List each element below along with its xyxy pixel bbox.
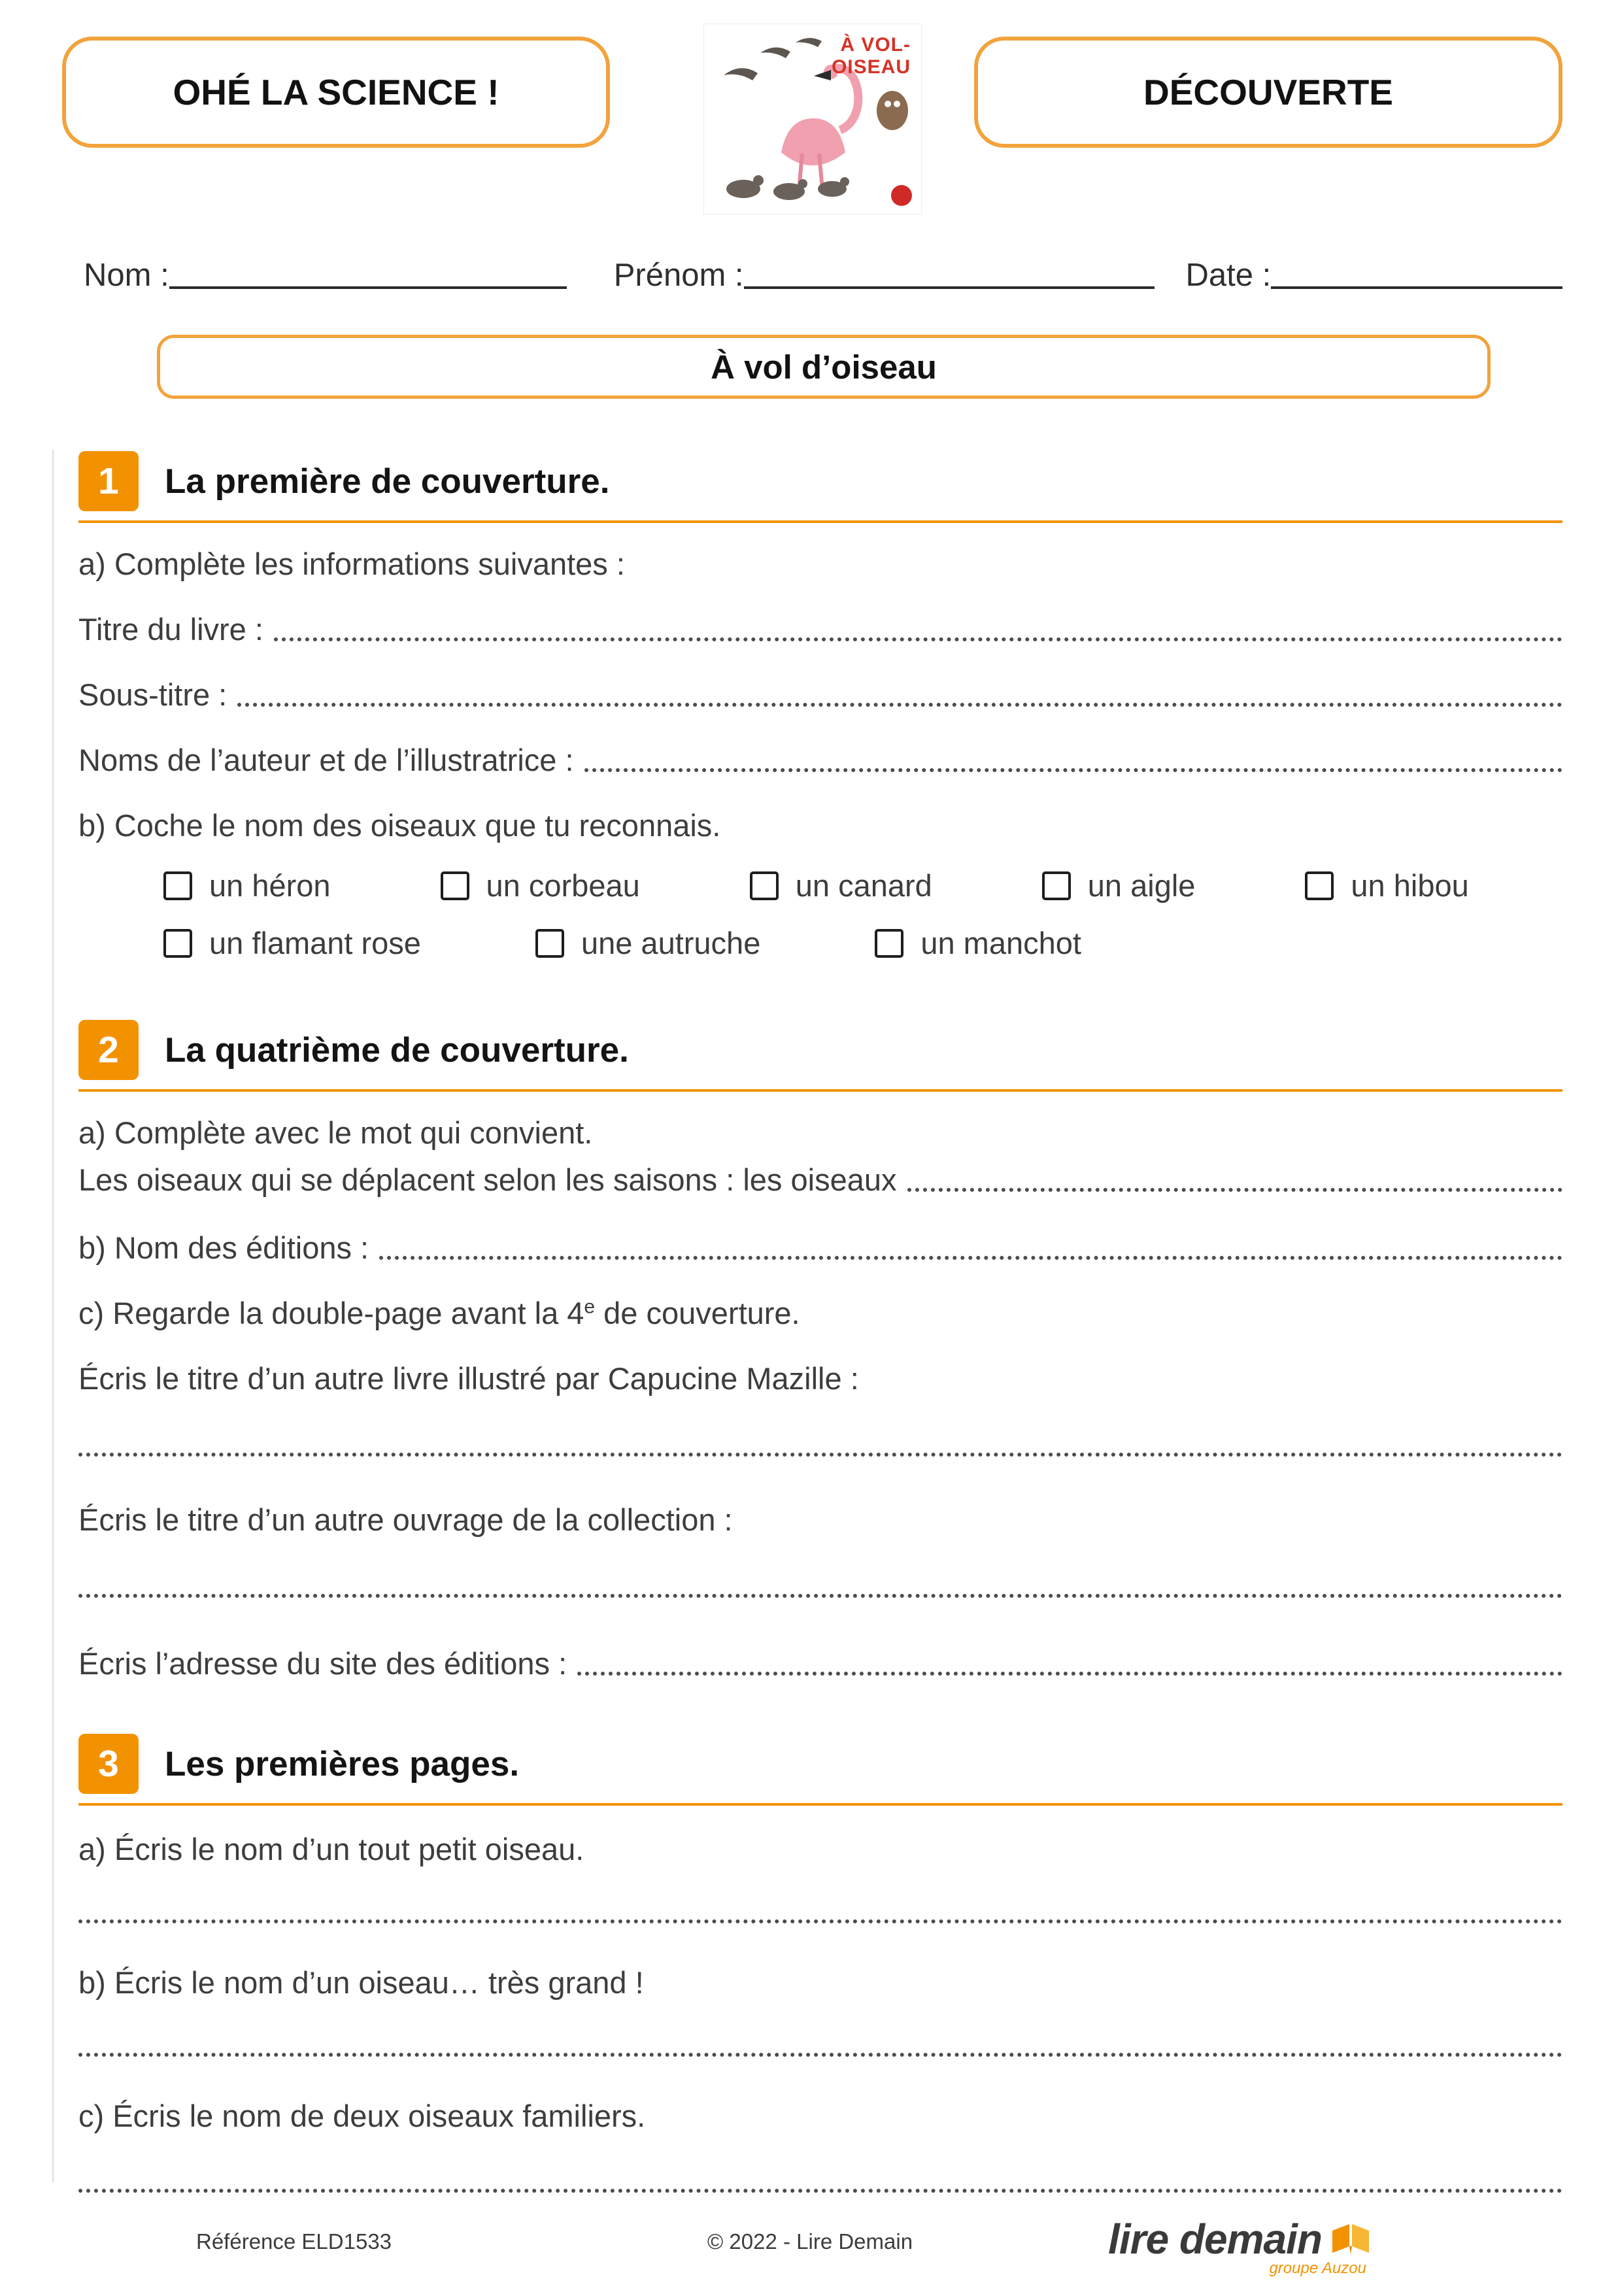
s2-sentence-line <box>78 1162 1562 1198</box>
worksheet-title-bar <box>157 335 1491 399</box>
s1-titre-label: Titre du livre : <box>78 612 263 647</box>
geese-icons <box>724 38 822 80</box>
section-3-title: Les premières pages. <box>165 1744 520 1783</box>
open-book-icon <box>1330 2220 1372 2258</box>
left-margin-rule <box>52 450 54 2182</box>
checkbox-label: un corbeau <box>486 868 640 903</box>
publisher-logo-dot <box>891 185 912 206</box>
checkbox[interactable] <box>1042 871 1071 900</box>
checkbox-option-corbeau <box>441 868 640 903</box>
answer-line <box>907 1188 1563 1192</box>
checkbox[interactable] <box>441 871 469 900</box>
publisher-logo <box>1108 2215 1372 2278</box>
checkbox[interactable] <box>163 871 192 900</box>
s3-question-a: a) Écris le nom d’un tout petit oiseau. <box>78 1832 584 1866</box>
section-2 <box>78 1020 1562 1681</box>
level-badge <box>974 37 1562 148</box>
checkbox[interactable] <box>163 929 192 958</box>
page-footer <box>0 2215 1620 2287</box>
checkbox-option-canard <box>750 868 932 903</box>
s2-c-suffix: de couverture. <box>595 1296 800 1330</box>
publisher-logo-row <box>1108 2215 1372 2263</box>
s2-instruction-a: a) Complète avec le mot qui convient. <box>78 1115 593 1150</box>
s3-question-b: b) Écris le nom d’un oiseau… très grand ! <box>78 1965 644 2000</box>
cover-title-line2: OISEAU <box>831 56 911 78</box>
s2-c-prefix: c) Regarde la double-page avant la 4 <box>78 1296 584 1330</box>
checkbox-label: un manchot <box>920 926 1081 960</box>
section-1 <box>78 451 1562 961</box>
section-3-rule <box>78 1803 1562 1806</box>
section-1-rule <box>78 520 1562 523</box>
checkbox-label: un canard <box>795 868 932 903</box>
s2-question-1: Écris le titre d’un autre livre illustré par Capucine Mazille : <box>78 1361 859 1396</box>
answer-line <box>78 1594 1562 1598</box>
answer-line <box>577 1672 1562 1676</box>
checkbox-option-flamant <box>163 926 421 961</box>
date-label: Date : <box>1185 258 1272 293</box>
level-badge-label: DÉCOUVERTE <box>1143 72 1393 112</box>
checkbox-label: un aigle <box>1087 868 1196 903</box>
checkbox-option-autruche <box>535 926 760 961</box>
s2-sentence: Les oiseaux qui se déplacent selon les saisons : les oiseaux <box>78 1162 897 1197</box>
section-1-header <box>78 451 1562 511</box>
answer-line <box>274 637 1562 641</box>
checkbox-option-hibou <box>1305 868 1468 903</box>
worksheet-content <box>78 451 1562 2193</box>
section-3-header <box>78 1734 1562 1794</box>
checkbox[interactable] <box>875 929 903 958</box>
checkbox-row-1 <box>163 868 1562 903</box>
s1-instruction-a: a) Complète les informations suivantes : <box>78 547 625 581</box>
section-3 <box>78 1734 1562 2193</box>
checkbox[interactable] <box>535 929 564 958</box>
answer-line <box>78 2053 1562 2057</box>
s1-noms-label: Noms de l’auteur et de l’illustratrice : <box>78 743 574 777</box>
copyright-text: © 2022 - Lire Demain <box>707 2229 913 2254</box>
s2-line-editions <box>78 1230 1562 1266</box>
flamingo-icon <box>781 65 858 190</box>
section-2-rule <box>78 1089 1562 1092</box>
checkbox-label: un flamant rose <box>209 926 421 960</box>
date-blank-line <box>1271 282 1562 289</box>
s2-site-label: Écris l’adresse du site des éditions : <box>78 1646 567 1681</box>
section-2-number: 2 <box>78 1020 139 1080</box>
checkbox-label: une autruche <box>581 926 761 960</box>
answer-line <box>78 2189 1562 2193</box>
series-badge <box>62 37 610 148</box>
checkbox-option-heron <box>163 868 331 903</box>
answer-line <box>78 1919 1562 1923</box>
s2-editions-label: b) Nom des éditions : <box>78 1230 369 1265</box>
checkbox-row-2 <box>163 926 1562 961</box>
superscript-e: e <box>584 1296 596 1318</box>
s3-question-c: c) Écris le nom de deux oiseaux familiers. <box>78 2099 646 2133</box>
s1-line-sous-titre <box>78 677 1562 713</box>
owl-icon <box>877 91 908 130</box>
answer-line <box>78 1453 1562 1457</box>
checkbox[interactable] <box>1305 871 1334 900</box>
s2-instruction-c <box>78 1296 1562 1331</box>
checkbox-label: un hibou <box>1351 868 1469 903</box>
s2-line-site <box>78 1646 1562 1681</box>
answer-line <box>379 1256 1562 1260</box>
series-badge-label: OHÉ LA SCIENCE ! <box>173 72 499 112</box>
checkbox-label: un héron <box>209 868 331 903</box>
name-blank-line <box>169 282 567 289</box>
reference-code: Référence ELD1533 <box>196 2229 392 2254</box>
worksheet-title: À vol d’oiseau <box>711 348 937 386</box>
section-1-title: La première de couverture. <box>165 462 610 501</box>
name-label: Nom : <box>84 258 169 293</box>
identity-row <box>84 256 1562 294</box>
cover-title-line1: À VOL- <box>840 34 911 56</box>
s1-line-noms <box>78 743 1562 778</box>
s1-instruction-b: b) Coche le nom des oiseaux que tu reconnais. <box>78 808 721 843</box>
publisher-group-text: groupe Auzou <box>1269 2259 1366 2277</box>
section-3-number: 3 <box>78 1734 139 1794</box>
checkbox-option-aigle <box>1042 868 1196 903</box>
firstname-label: Prénom : <box>613 258 744 293</box>
section-1-number: 1 <box>78 451 139 511</box>
publisher-logo-text: lire demain <box>1108 2216 1322 2263</box>
book-cover <box>703 24 922 214</box>
firstname-blank-line <box>744 282 1155 289</box>
section-2-title: La quatrième de couverture. <box>165 1030 629 1070</box>
checkbox-option-manchot <box>875 926 1081 961</box>
checkbox[interactable] <box>750 871 779 900</box>
answer-line <box>584 768 1562 772</box>
s1-sous-titre-label: Sous-titre : <box>78 677 228 712</box>
s1-line-titre <box>78 612 1562 647</box>
ducks-icons <box>726 175 849 200</box>
s2-question-2: Écris le titre d’un autre ouvrage de la collection : <box>78 1502 733 1537</box>
answer-line <box>237 703 1562 707</box>
section-2-header <box>78 1020 1562 1080</box>
